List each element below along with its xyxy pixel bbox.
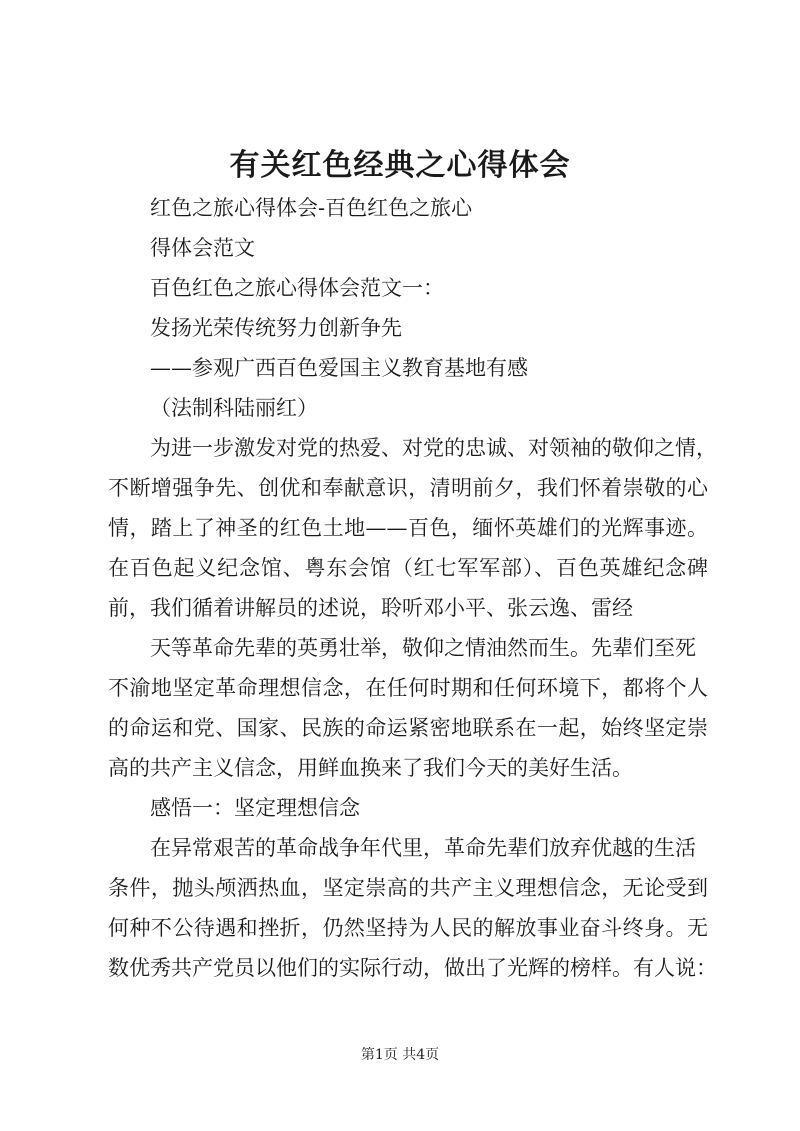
document-title: 有关红色经典之心得体会	[229, 148, 571, 183]
text-line: 何种不公待遇和挫折，仍然坚持为人民的解放事业奋斗终身。无	[108, 916, 708, 940]
text-line: 的命运和党、国家、民族的命运紧密地联系在一起，始终坚定崇	[108, 716, 708, 740]
text-line: 在百色起义纪念馆、粤东会馆（红七军军部）、百色英雄纪念碑	[108, 556, 708, 580]
text-line: 不断增强争先、创优和奉献意识，清明前夕，我们怀着崇敬的心	[108, 476, 708, 500]
text-line: 高的共产主义信念，用鲜血换来了我们今天的美好生活。	[108, 756, 633, 780]
text-line: ——参观广西百色爱国主义教育基地有感	[150, 356, 528, 380]
text-line: 天等革命先辈的英勇壮举，敬仰之情油然而生。先辈们至死	[150, 636, 696, 660]
text-line: 条件，抛头颅洒热血，坚定崇高的共产主义理想信念，无论受到	[108, 876, 708, 900]
page-footer: 第1页 共4页	[360, 1047, 440, 1063]
section-heading: 感悟一：坚定理想信念	[150, 796, 360, 820]
text-line: 发扬光荣传统努力创新争先	[150, 316, 402, 340]
text-line: 前，我们循着讲解员的述说，聆听邓小平、张云逸、雷经	[108, 596, 633, 620]
text-line: 情，踏上了神圣的红色土地——百色，缅怀英雄们的光辉事迹。	[108, 516, 708, 540]
text-line: 不渝地坚定革命理想信念，在任何时期和任何环境下，都将个人	[108, 676, 708, 700]
text-line: 百色红色之旅心得体会范文一：	[150, 276, 444, 300]
text-line: （法制科陆丽红）	[150, 396, 318, 420]
text-line: 数优秀共产党员以他们的实际行动，做出了光辉的榜样。有人说：	[108, 956, 717, 980]
text-line: 在异常艰苦的革命战争年代里，革命先辈们放弃优越的生活	[150, 836, 696, 860]
text-line: 红色之旅心得体会-百色红色之旅心	[150, 196, 473, 220]
text-line: 得体会范文	[150, 236, 255, 260]
text-line: 为进一步激发对党的热爱、对党的忠诚、对领袖的敬仰之情，	[150, 436, 717, 460]
